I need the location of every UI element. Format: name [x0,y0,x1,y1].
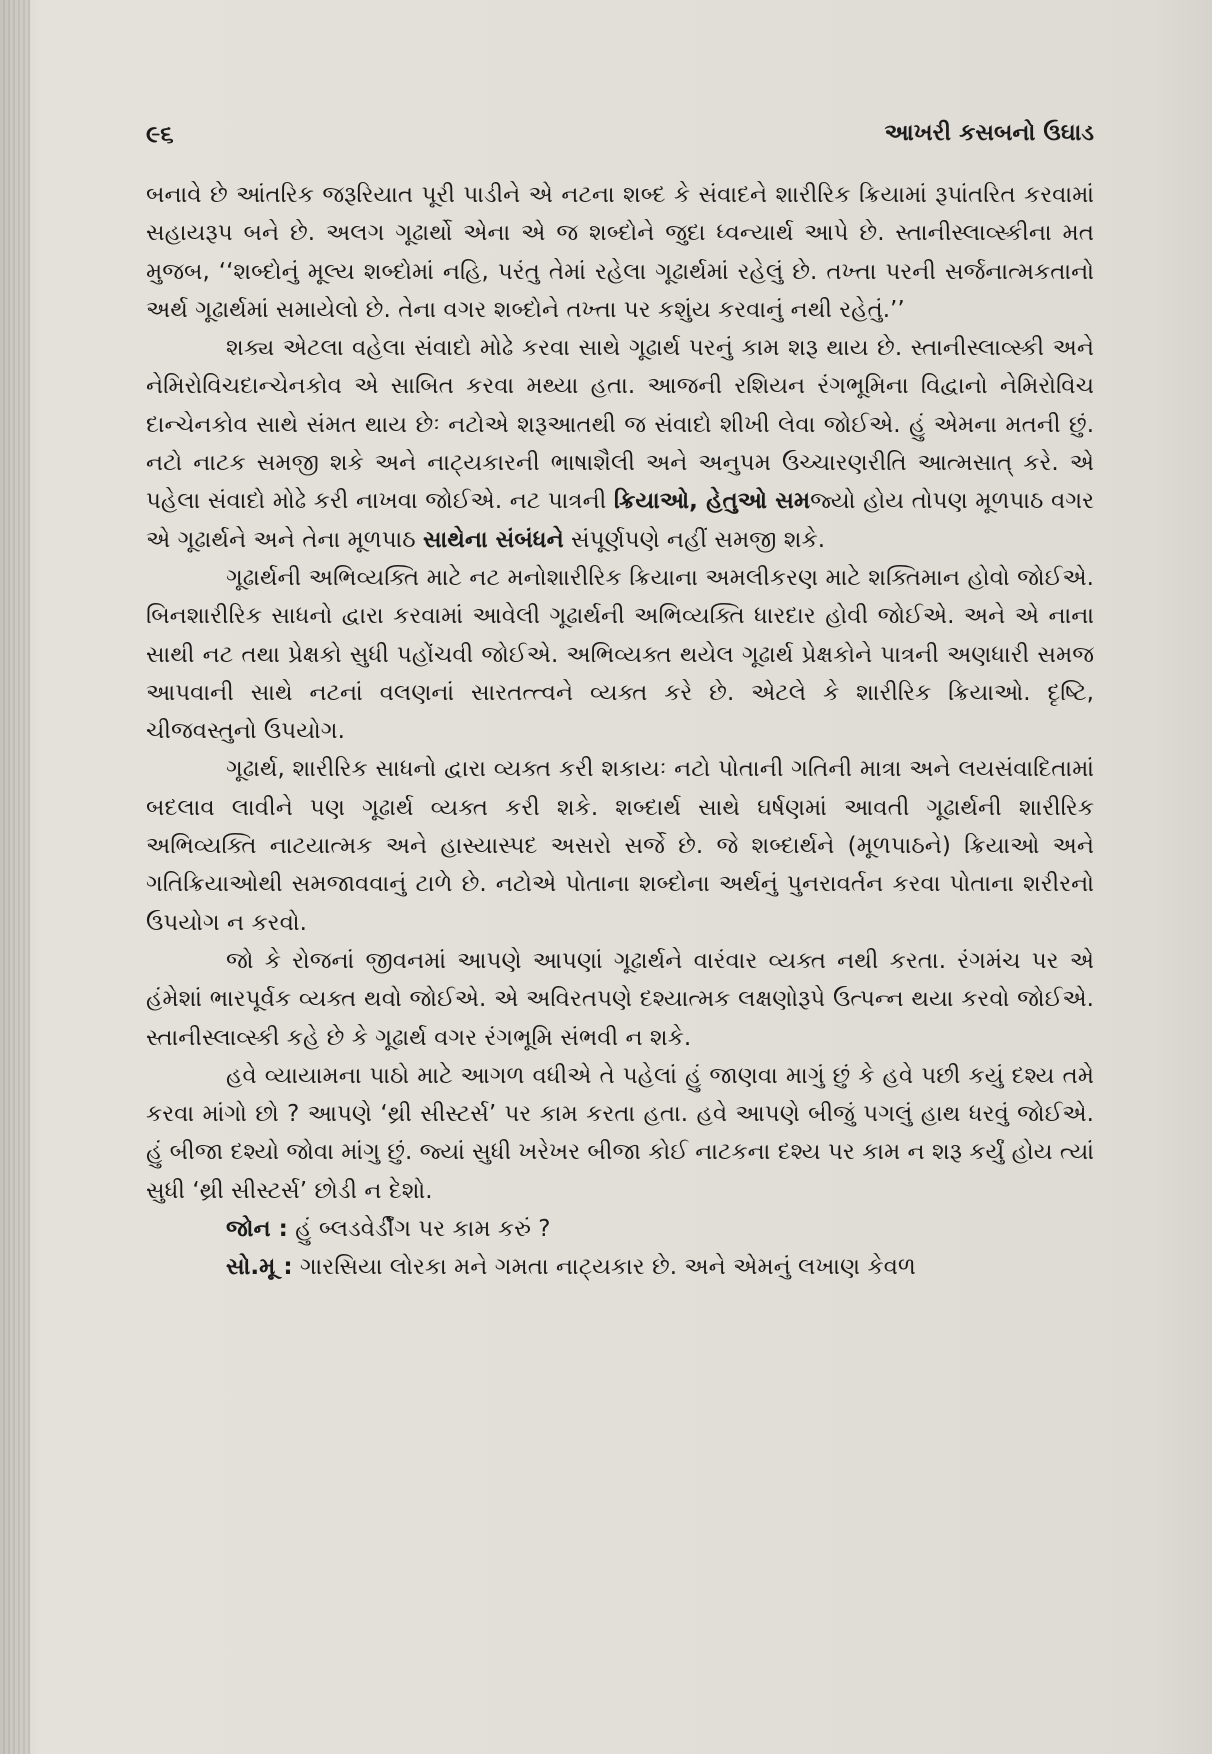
dialogue-text: હું બ્લડવેર્ડીંગ પર કામ કરું ? [287,1216,551,1243]
speaker-name: જોન : [226,1216,288,1243]
bold-phrase: ક્રિયાઓ, હેતુઓ સમ [613,488,811,515]
paragraph: ગૂઢાર્થની અભિવ્યક્તિ માટે નટ મનોશારીરિક ક્રિયાના અમલીકરણ માટે શક્તિમાન હોવો જોઈએ. બિનશારીરિક સાધનો દ્વારા કરવામાં આવેલી ગૂઢાર્થની અભિવ્યક્તિ ધારદાર હોવી જોઈએ. અને એ નાના સાથી નટ તથા પ્રેક્ષકો સુધી પહોંચવી જોઈએ. અભિવ્યક્ત થયેલ ગૂઢાર્થ પ્રેક્ષકોને પાત્રની અણધારી સમજ આપવાની સાથે નટનાં વલણનાં સારતત્ત્વને વ્યક્ત કરે છે. એટલે કે શારીરિક ક્રિયાઓ. દૃષ્ટિ, ચીજવસ્તુનો ઉપયોગ. [146,564,1094,745]
dialogue-line [146,1210,1094,1248]
page-stack-edge [0,0,30,1754]
bold-phrase: સાથેના સંબંધને [423,526,564,553]
paragraph [146,329,1094,559]
paragraph: ગૂઢાર્થ, શારીરિક સાધનો દ્વારા વ્યક્ત કરી શકાયઃ નટો પોતાની ગતિની માત્રા અને લયસંવાદિતામાં બદલાવ લાવીને પણ ગૂઢાર્થ વ્યક્ત કરી શકે. શબ્દાર્થ સાથે ઘર્ષણમાં આવતી ગૂઢાર્થની શારીરિક અભિવ્યક્તિ નાટયાત્મક અને હાસ્યાસ્પદ અસરો સર્જે છે. જે શબ્દાર્થને (મૂળપાઠને) ક્રિયાઓ અને ગતિક્રિયાઓથી સમજાવવાનું ટાળે છે. નટોએ પોતાના શબ્દોના અર્થનું પુનરાવર્તન કરવા પોતાના શરીરનો ઉપયોગ ન કરવો. [146,756,1094,936]
body-text [146,176,1094,1287]
paragraph: હવે વ્યાયામના પાઠો માટે આગળ વધીએ તે પહેલાં હું જાણવા માગું છું કે હવે પછી કયું દશ્ય તમે કરવા માંગો છો ? આપણે ‘થ્રી સીસ્ટર્સ’ પર કામ કરતા હતા. હવે આપણે બીજું પગલું હાથ ધરવું જોઈએ. હું બીજા દશ્યો જોવા માંગુ છું. જ્યાં સુધી ખરેખર બીજા કોઈ નાટકના દશ્ય પર કામ ન શરૂ કર્યું હોય ત્યાં સુધી ‘થ્રી સીસ્ટર્સ’ છોડી ન દેશો. [146,1062,1094,1204]
paragraph-text: જ્યો હોય તોપણ મૂળપાઠ વગર એ ગૂઢાર્થને અને તેના મૂળપાઠ [146,488,1094,553]
paragraph: જો કે રોજનાં જીવનમાં આપણે આપણાં ગૂઢાર્થને વારંવાર વ્યક્ત નથી કરતા. રંગમંચ પર એ હંમેશાં ભારપૂર્વક વ્યક્ત થવો જોઈએ. એ અવિરતપણે દશ્યાત્મક લક્ષણોરૂપે ઉત્પન્ન થયા કરવો જોઈએ. સ્તાનીસ્લાવ્સ્કી કહે છે કે ગૂઢાર્થ વગર રંગભૂમિ સંભવી ન શકે. [146,947,1094,1051]
paragraph-text: સંપૂર્ણપણે નહીં સમજી શકે. [563,526,826,553]
paragraph: બનાવે છે આંતરિક જરૂરિયાત પૂરી પાડીને એ નટના શબ્દ કે સંવાદને શારીરિક ક્રિયામાં રૂપાંતરિત કરવામાં સહાયરૂપ બને છે. અલગ ગૂઢાર્થો એના એ જ શબ્દોને જુદા ધ્વન્યાર્થ આપે છે. સ્તાનીસ્લાવ્સ્કીના મત મુજબ, ‘‘શબ્દોનું મૂલ્ય શબ્દોમાં નહિ, પરંતુ તેમાં રહેલા ગૂઢાર્થમાં રહેલું છે. તખ્તા પરની સર્જનાત્મકતાનો અર્થ ગૂઢાર્થમાં સમાયેલો છે. તેના વગર શબ્દોને તખ્તા પર કશુંય કરવાનું નથી રહેતું.’’ [146,182,1094,323]
page-header [146,120,1094,160]
running-title: આખરી કસબનો ઉઘાડ [884,120,1094,146]
dialogue-text: ગારસિયા લોરકા મને ગમતા નાટ્યકાર છે. અને એમનું લખાણ કેવળ [292,1254,916,1281]
speaker-name: સો.મૂ : [226,1254,293,1281]
page-number: ૯૬ [146,120,174,148]
dialogue-line [146,1248,1094,1286]
paragraph-text: શક્ય એટલા વહેલા સંવાદો મોઢે કરવા સાથે ગૂઢાર્થ પરનું કામ શરૂ થાય છે. સ્તાનીસ્લાવ્સ્કી અને નેમિરોવિચદાન્ચેનકોવ એ સાબિત કરવા મથ્યા હતા. આજની રશિયન રંગભૂમિના વિદ્વાનો નેમિરોવિચ દાન્ચેનકોવ સાથે સંમત થાય છેઃ નટોએ શરૂઆતથી જ સંવાદો શીખી લેવા જોઈએ. હું એમના મતની છું. નટો નાટક સમજી શકે અને નાટ્યકારની ભાષાશૈલી અને અનુપમ ઉચ્ચારણરીતિ આત્મસાત્ કરે. એ પહેલા સંવાદો મોઢે કરી નાખવા જોઈએ. નટ પાત્રની [146,335,1094,515]
